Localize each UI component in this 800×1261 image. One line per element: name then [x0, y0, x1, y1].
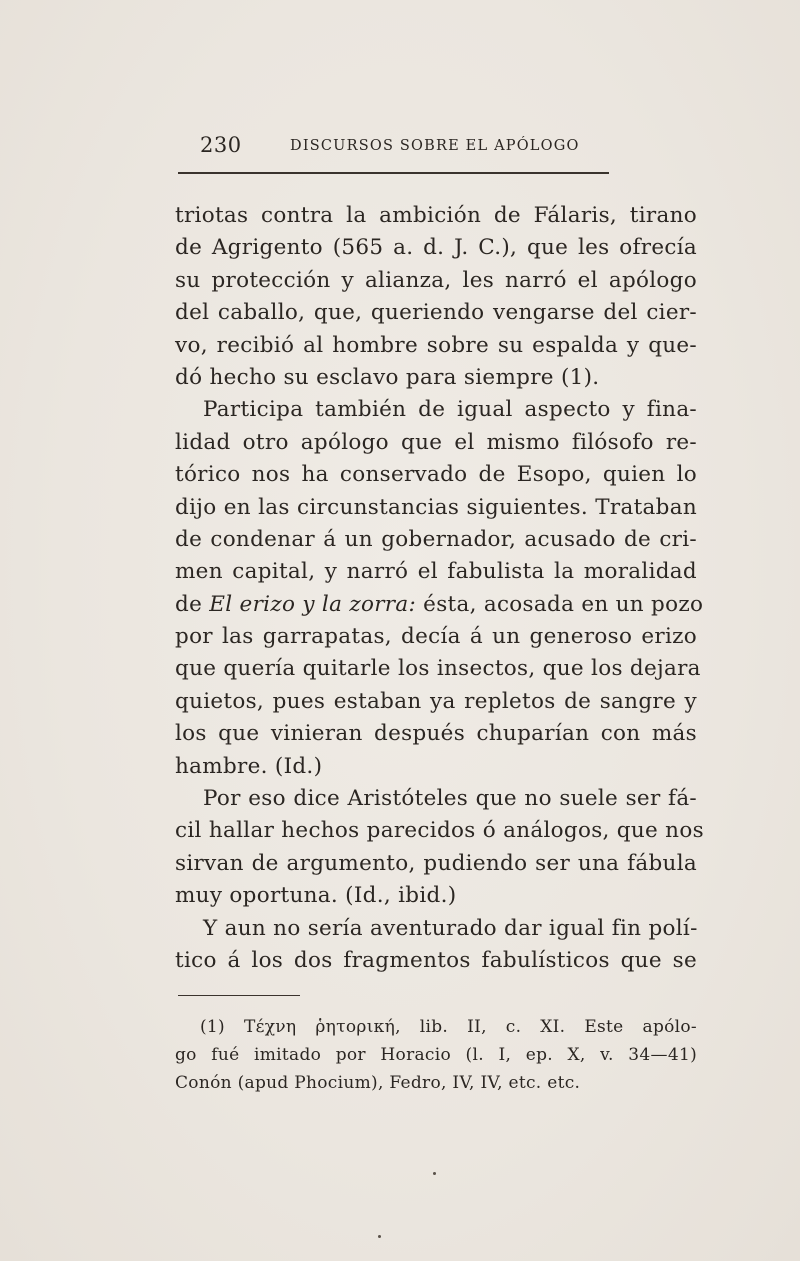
page-header: [200, 133, 600, 163]
text-line: del caballo, que, queriendo vengarse del cier-: [175, 300, 697, 326]
footnote-line: [175, 1013, 697, 1041]
text-line: tico á los dos fragmentos fabulísticos que se: [175, 947, 697, 973]
text-line: quietos, pues estaban ya repletos de sangre y: [175, 688, 697, 714]
text-line: por las garrapatas, decía á un generoso erizo: [175, 624, 697, 650]
text-line: Y aun no sería aventurado dar igual fin polí-: [203, 915, 698, 941]
text-line: los que vinieran después chuparían con más: [175, 721, 697, 747]
text-line: cil hallar hechos parecidos ó análogos, que nos: [175, 818, 704, 844]
text-line: de Agrigento (565 a. d. J. C.), que les ofrecía: [175, 235, 697, 261]
header-rule: [178, 172, 609, 174]
text-line: Participa también de igual aspecto y fina-: [203, 397, 697, 423]
main-text: [175, 200, 704, 977]
paper-speck: [433, 1172, 436, 1175]
text-line: Por eso dice Aristóteles que no suele ser fá-: [203, 786, 697, 812]
text-line: muy oportuna. (Id., ibid.): [175, 883, 457, 909]
text-line: que quería quitarle los insectos, que los dejara: [175, 656, 701, 682]
text-line: vo, recibió al hombre sobre su espalda y que-: [175, 332, 697, 358]
text-line: men capital, y narró el fabulista la moralidad: [175, 559, 697, 585]
text-fragment: de: [175, 591, 210, 617]
text-line: hambre. (Id.): [175, 753, 323, 779]
footnote: [175, 1013, 697, 1097]
text-line-with-title: [175, 589, 704, 621]
text-line: triotas contra la ambición de Fálaris, tirano: [175, 203, 697, 228]
greek-title: Τέχνη ῥητορική,: [243, 1017, 401, 1037]
footnote-line: Conón (apud Phocium), Fedro, IV, IV, etc. etc.: [175, 1073, 581, 1093]
page-number: 230: [200, 133, 242, 157]
text-line: dijo en las circunstancias siguientes. Trataban: [175, 494, 697, 520]
running-title: DISCURSOS SOBRE EL APÓLOGO: [290, 138, 580, 154]
text-line: dó hecho su esclavo para siempre (1).: [175, 364, 600, 390]
text-line: sirvan de argumento, pudiendo ser una fábula: [175, 850, 697, 876]
paper-speck: [378, 1235, 381, 1238]
text-line: tórico nos ha conservado de Esopo, quien lo: [175, 462, 697, 488]
fable-title: El erizo y la zorra:: [209, 591, 417, 617]
footnote-line: go fué imitado por Horacio (l. I, ep. X, v. 34—41): [175, 1045, 697, 1065]
footnote-rule: [178, 995, 300, 996]
text-line: de condenar á un gobernador, acusado de cri-: [175, 526, 697, 552]
footnote-marker: (1): [200, 1017, 225, 1037]
footnote-text: lib. II, c. XI. Este apólo-: [419, 1017, 697, 1037]
text-line: su protección y alianza, les narró el apólogo: [175, 267, 697, 293]
text-line: lidad otro apólogo que el mismo filósofo re-: [175, 429, 697, 455]
text-fragment: ésta, acosada en un pozo: [416, 591, 704, 617]
